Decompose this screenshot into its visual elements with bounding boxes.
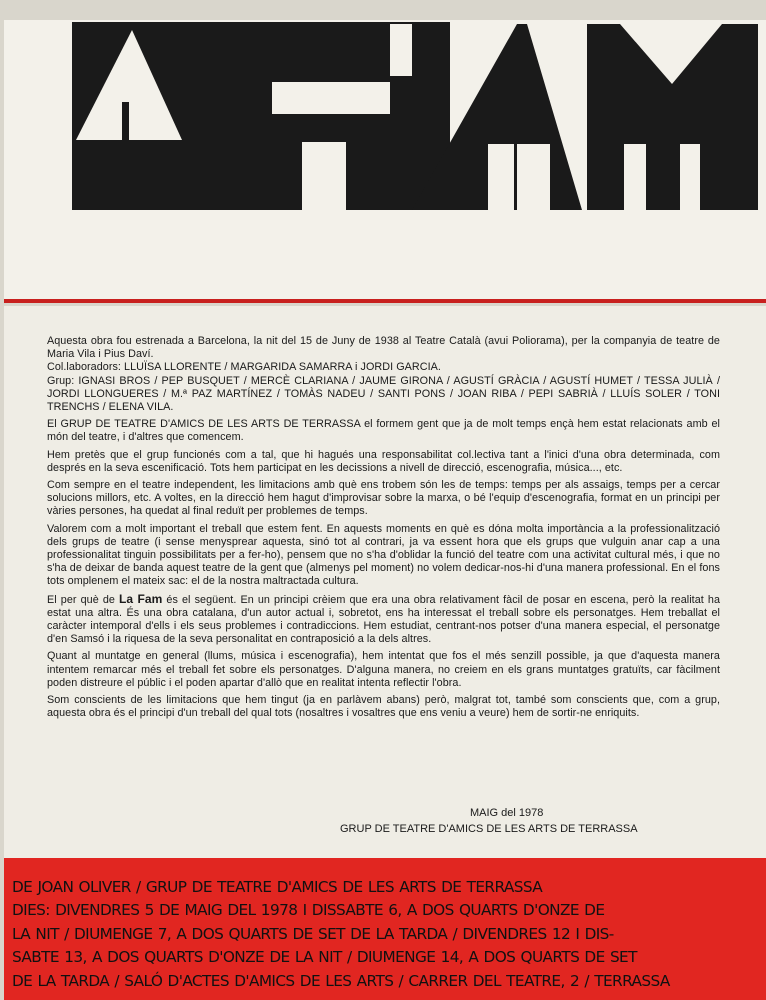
paragraph-value: Valorem com a molt important el treball que estem fent. En aquests moments en què es dóna molta importància a la professionalització dels grups de teatre (i sense menysprear aquesta, sinó tot al contrari, ja va essent hora que els grups que vulguin anar cap a una professionalitat tinguin possibilitats per a fer-ho), pensem que no s'ha d'oblidar la funció del teatre com una activitat cultural més, i que no s'ha de deixar de banda aquest teatre de la gent que (almenys pel moment) no volem dedicar-nos-hi d'una manera professional. En el fons tots omplenem el mateix sac: el de la nostra maltractada cultura. (47, 522, 720, 588)
footer-band (4, 858, 766, 1000)
logo-letter-m (587, 24, 758, 210)
la-fam-logo (72, 22, 760, 212)
group-members: Grup: IGNASI BROS / PEP BUSQUET / MERCÈ CLARIANA / JAUME GIRONA / AGUSTÍ GRÀCIA / AGUSTÍ HUMET / TESSA JULIÀ / JORDI LLONGUERES / M.ª PAZ MARTÍNEZ / TOMÀS NADEU / SANTI PONS / JOAN RIBA / PEPI SABRIÀ / LLUÍS SOLER / TONI TRENCHS / ELENA VILA. (47, 374, 720, 414)
logo-letter-f-leg-gap (302, 142, 346, 210)
why-title: La Fam (119, 591, 163, 606)
why-prefix: El per què de (47, 593, 120, 606)
red-divider-line (4, 299, 766, 303)
footer-line: LA NIT / DIUMENGE 7, A DOS QUARTS DE SET DE LA TARDA / DIVENDRES 12 I DIS- (12, 924, 614, 943)
paragraph-why (47, 593, 720, 647)
paragraph-conclusion: Som conscients de les limitacions que hem tingut (ja en parlàvem abans) però, malgrat tot, també som conscients que, com a grup, aquesta obra és el principi d'un treball del qual tots (nosaltres i vosaltres que ens veniu a veure) hem de sortir-ne enriquits. (47, 694, 720, 720)
paragraph-intro: El GRUP DE TEATRE D'AMICS DE LES ARTS DE TERRASSA el formem gent que ja de molt temps ençà hem estat relacionats amb el món del teatre, i d'altres que comencem. (47, 418, 720, 444)
signature-group: GRUP DE TEATRE D'AMICS DE LES ARTS DE TERRASSA (340, 823, 638, 835)
collaborators-line: Col.laboradors: LLUÏSA LLORENTE / MARGARIDA SAMARRA i JORDI GARCIA. (47, 361, 441, 374)
logo-a2-leg-gap (488, 144, 514, 210)
logo-letter-f-top-gap (390, 24, 412, 76)
signature-date: MAIG del 1978 (470, 807, 544, 819)
logo-letter-f-notch (272, 82, 390, 114)
footer-line: SABTE 13, A DOS QUARTS D'ONZE DE LA NIT / DIUMENGE 14, A DOS QUARTS DE SET (12, 948, 637, 967)
logo-letter-l-stem (122, 102, 129, 142)
footer-line: DIES: DIVENDRES 5 DE MAIG DEL 1978 I DISSABTE 6, A DOS QUARTS D'ONZE DE (12, 901, 605, 920)
paragraph-limitations: Com sempre en el teatre independent, les limitacions amb què ens trobem són les de temps: temps per als assaigs, temps per a cercar solucions millors, etc. A voltes, en la direcció hem hagut d'improvisar sobre la marxa, o bé l'equip d'escenografia, format en un principi per vàries persones, ha quedat al final reduït per problemes de temps. (47, 479, 720, 518)
footer-text (12, 876, 750, 993)
paragraph-staging: Quant al muntatge en general (llums, música i escenografia), hem intentat que fos el més senzill possible, ja que d'aquesta manera intentem remarcar més el treball fet sobre els personatges. D'alguna manera, no creiem en els grans muntatges gratuïts, car fàcilment poden distreure el públic i el poden apartar d'allò que en realitat intenta reflectir l'obra. (47, 650, 720, 689)
footer-line: DE LA TARDA / SALÓ D'ACTES D'AMICS DE LES ARTS / CARRER DEL TEATRE, 2 / TERRASSA (12, 971, 670, 990)
premiere-paragraph: Aquesta obra fou estrenada a Barcelona, la nit del 15 de Juny de 1938 al Teatre Català (avui Poliorama), per la companyia de teatre de Maria Vila i Pius Daví. (47, 335, 720, 361)
paragraph-collective: Hem pretès que el grup funcionés com a tal, que hi hagués una responsabilitat col.lectiva tant a l'inici d'una obra determinada, com després en la seva escenificació. Tots hem participat en les decissions a nivell de direcció, escenografia, música..., etc. (47, 448, 720, 474)
why-rest: és el següent. En un principi crèiem que era una obra relativament fàcil de posar en escena, però la realitat ha estat una altra. És una obra catalana, d'un autor actual i, sobretot, ens ha interessat el treball sobre els personatges. Hem treballat el caràcter intemporal d'ells i els seus problemes i contradiccions. Hem estudiat, centrant-nos potser d'una manera especial, el personatge d'en Samsó i la riquesa de la seva personalitat en contraposició a la dels altres. (47, 593, 720, 646)
footer-line: DE JOAN OLIVER / GRUP DE TEATRE D'AMICS DE LES ARTS DE TERRASSA (12, 878, 543, 896)
body-text (47, 335, 720, 724)
